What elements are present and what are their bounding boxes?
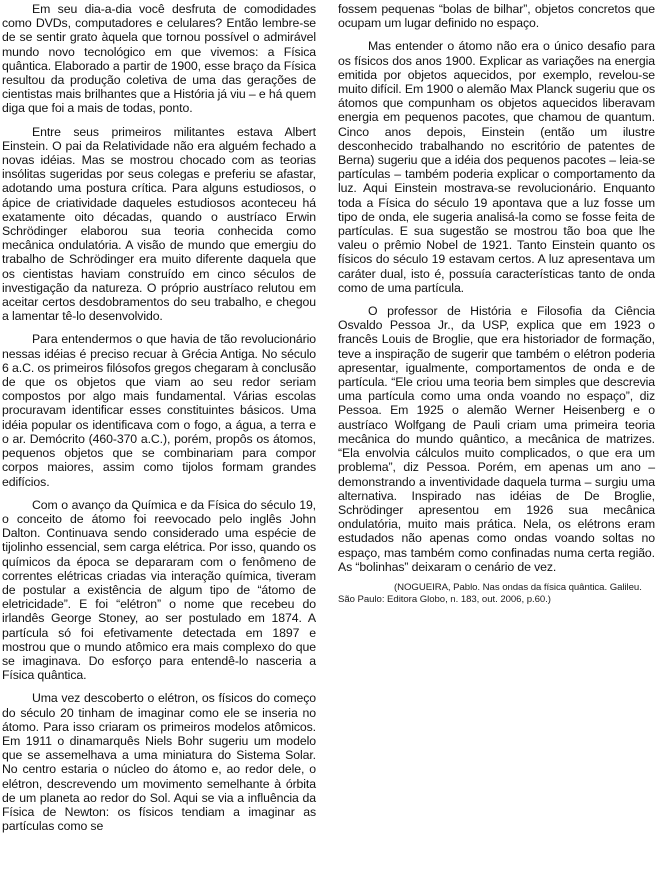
source-citation-line-2: São Paulo: Editora Globo, n. 183, out. 2006, p.60.) xyxy=(338,594,551,606)
paragraph: Mas entender o átomo não era o único desafio para os físicos dos anos 1900. Explicar as variações na energia emitida por objetos aquecidos, por exemplo, revelou-se muito difícil. Em 1900 o alemão Max Planck sugeriu que os átomos que compunham os objetos aquecidos liberavam energia em pequenos pacotes, que chamou de quantum. Cinco anos depois, Einstein (então um ilustre desconhecido trabalhando no escritório de patentes de Berna) sugeriu que a idéia dos pequenos pacotes – leia-se partículas – também poderia explicar o comportamento da luz. Aqui Einstein mostrava-se revolucionário. Enquanto toda a Física do século 19 apontava que a luz fosse um tipo de onda, ele sugeria analisá-la como se fosse feita de partículas. E sua sugestão se mostrou tão boa que lhe valeu o prêmio Nobel de 1921. Tanto Einstein quanto os físicos do século 19 estavam certos. A luz apresentava um caráter dual, isto é, possuía características tanto de onda como de uma partícula. xyxy=(338,39,655,295)
paragraph: Para entendermos o que havia de tão revolucionário nessas idéias é preciso recuar à Grécia Antiga. No século 6 a.C. os primeiros filósofos gregos chegaram à conclusão de que os objetos que viam ao seu redor seriam compostos por algo mais fundamental. Várias escolas procuravam identificar esses constituintes básicos. Uma idéia popular os identificava com o fogo, a água, a terra e o ar. Demócrito (460-370 a.C.), porém, propôs os átomos, pequenos objetos que se combinariam para compor corpos maiores, assim como tijolos formam grandes edifícios. xyxy=(2,332,316,489)
paragraph: O professor de História e Filosofia da Ciência Osvaldo Pessoa Jr., da USP, explica que em 1923 o francês Louis de Broglie, que era historiador de formação, teve a inspiração de sugerir que também o elétron poderia apresentar, igualmente, comportamentos de onda e de partícula. “Ele criou uma teoria bem simples que descrevia uma partícula como uma onda voando no espaço”, diz Pessoa. Em 1925 o alemão Werner Heisenberg e o austríaco Wolfgang de Pauli criam uma primeira teoria mecânica do mundo quântico, a mecânica de matrizes. “Ela envolvia cálculos muito complicados, o que era um problema”, diz Pessoa. Porém, em apenas um ano – demonstrando a inventividade daquela turma – surgiu uma alternativa. Inspirado nas idéias de De Broglie, Schrödinger apresentou em 1926 sua mecânica ondulatória, muito mais prática. Nela, os elétrons eram estudados não apenas como ondas voando soltas no espaço, mas também como confinadas numa certa região. As “bolinhas” deixaram o cenário de vez. xyxy=(338,304,655,574)
paragraph-continuation: fossem pequenas “bolas de bilhar”, objetos concretos que ocupam um lugar definido no espaço. xyxy=(338,2,655,31)
paragraph: Com o avanço da Química e da Física do século 19, o conceito de átomo foi reevocado pelo inglês John Dalton. Continuava sendo considerado uma espécie de tijolinho essencial, sem carga elétrica. Por isso, quando os químicos da época se depararam com o fenômeno de correntes elétricas criadas via interação química, tiveram de postular a existência de algum tipo de “átomo de eletricidade”. E foi “elétron” o nome que recebeu do irlandês George Stoney, ao ser postulado em 1874. A partícula só foi efetivamente detectada em 1897 e mostrou que o mundo atômico era mais complexo do que se imaginava. Do esforço para entendê-lo nasceria a Física quântica. xyxy=(2,497,316,683)
paragraph: Em seu dia-a-dia você desfruta de comodidades como DVDs, computadores e celulares? Então lembre-se de se sentir grato àquela que tornou possível o admirável mundo novo tecnológico em que vivemos: a Física quântica. Elaborado a partir de 1900, esse braço da Física resultou da produção coletiva de uma das gerações de cientistas mais brilhantes que a História já viu – e há quem diga que foi a mais de todas, ponto. xyxy=(2,2,316,116)
source-citation-line-1: (NOGUEIRA, Pablo. Nas ondas da física quântica. Galileu. xyxy=(394,581,642,593)
source-citation xyxy=(338,582,655,607)
right-column xyxy=(338,2,655,607)
left-column xyxy=(2,2,316,833)
paragraph: Entre seus primeiros militantes estava Albert Einstein. O pai da Relatividade não era alguém fechado a novas idéias. Mas se mostrou chocado com as teorias insólitas sugeridas por seus colegas e preferiu se afastar, adotando uma postura crítica. Para alguns estudiosos, o ápice de criatividade daqueles estudiosos aconteceu há exatamente oito décadas, quando o austríaco Erwin Schrödinger elaborou sua teoria conhecida como mecânica ondulatória. A visão de mundo que emergiu do trabalho de Schrödinger era muito diferente daquela que os cientistas haviam construído em cinco séculos de investigação da natureza. O próprio austríaco relutou em aceitar certos desdobramentos do seu trabalho, e chegou a lamentar tê-lo desenvolvido. xyxy=(2,124,316,324)
paragraph: Uma vez descoberto o elétron, os físicos do começo do século 20 tinham de imaginar como ele se inseria no átomo. Para isso criaram os primeiros modelos atômicos. Em 1911 o dinamarquês Niels Bohr sugeriu um modelo que se assemelhava a uma miniatura do Sistema Solar. No centro estaria o núcleo do átomo e, ao redor dele, o elétron, descrevendo um movimento semelhante à órbita de um planeta ao redor do Sol. Aqui se via a influência da Física de Newton: os físicos tendiam a imaginar as partículas como se xyxy=(2,691,316,834)
